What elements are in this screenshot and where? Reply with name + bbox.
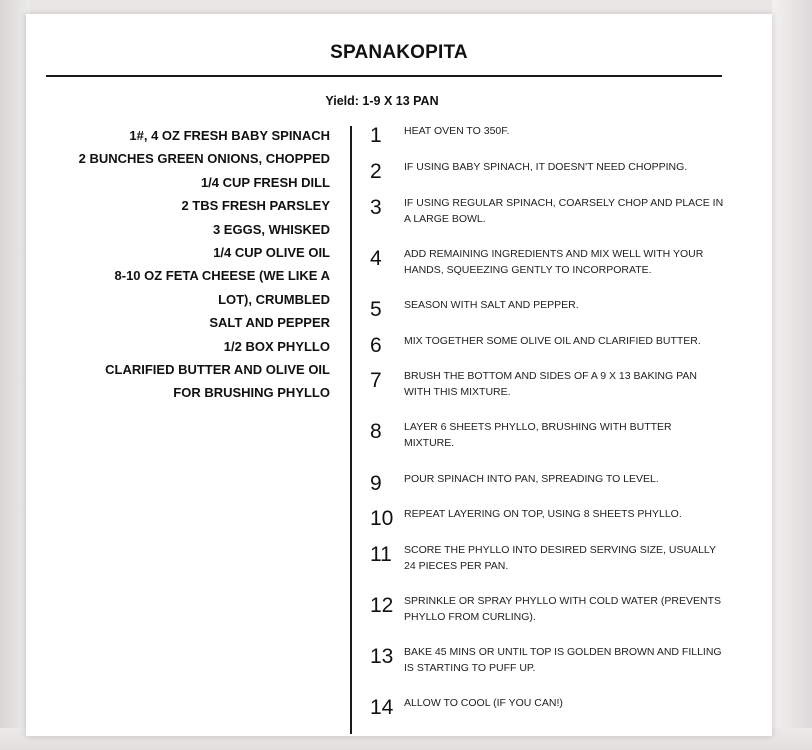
step-number: 12 <box>370 594 394 617</box>
step-text: SPRINKLE OR SPRAY PHYLLO WITH COLD WATER (PREVENTS PHYLLO FROM CURLING). <box>404 595 722 623</box>
step-text: POUR SPINACH INTO PAN, SPREADING TO LEVEL. <box>404 473 659 485</box>
ingredient-item: 1#, 4 OZ FRESH BABY SPINACH <box>129 128 330 143</box>
step-number: 14 <box>370 696 394 719</box>
ingredient-item: CLARIFIED BUTTER AND OLIVE OIL <box>105 362 330 378</box>
background-right <box>772 0 812 750</box>
recipe-title: SPANAKOPITA <box>330 42 468 63</box>
step-number: 2 <box>370 160 382 183</box>
recipe-yield: Yield: 1-9 X 13 PAN <box>325 94 439 108</box>
step-number: 8 <box>370 420 382 443</box>
ingredient-list <box>40 124 330 405</box>
step-text: LAYER 6 SHEETS PHYLLO, BRUSHING WITH BUTTER MIXTURE. <box>404 421 672 449</box>
title-divider <box>46 75 722 77</box>
step-number: 13 <box>370 645 394 668</box>
step-text: ALLOW TO COOL (IF YOU CAN!) <box>404 697 563 709</box>
step-number: 5 <box>370 298 382 321</box>
ingredient-item: 2 BUNCHES GREEN ONIONS, CHOPPED <box>78 151 330 167</box>
ingredient-item: SALT AND PEPPER <box>209 315 330 331</box>
step-number: 4 <box>370 247 382 270</box>
step-number: 6 <box>370 334 382 357</box>
step-number: 7 <box>370 369 382 392</box>
step-number: 3 <box>370 196 382 219</box>
ingredient-item: FOR BRUSHING PHYLLO <box>173 385 330 401</box>
ingredient-item: 1/4 CUP OLIVE OIL <box>213 245 330 261</box>
ingredient-item: 3 EGGS, WHISKED <box>212 221 330 237</box>
step-text: MIX TOGETHER SOME OLIVE OIL AND CLARIFIED BUTTER. <box>404 335 701 347</box>
step-number: 1 <box>370 124 382 147</box>
ingredient-item: 8-10 OZ FETA CHEESE (WE LIKE A <box>114 268 330 284</box>
step-text: BAKE 45 MINS OR UNTIL TOP IS GOLDEN BROWN AND FILLING IS STARTING TO PUFF UP. <box>404 646 722 674</box>
step-text: HEAT OVEN TO 350F. <box>404 125 510 137</box>
ingredient-item: LOT), CRUMBLED <box>218 291 330 307</box>
ingredient-item: 2 TBS FRESH PARSLEY <box>181 198 330 214</box>
step-text: IF USING BABY SPINACH, IT DOESN'T NEED CHOPPING. <box>404 161 688 173</box>
step-text: ADD REMAINING INGREDIENTS AND MIX WELL WITH YOUR HANDS, SQUEEZING GENTLY TO INCORPORATE. <box>404 248 704 276</box>
step-text: BRUSH THE BOTTOM AND SIDES OF A 9 X 13 BAKING PAN WITH THIS MIXTURE. <box>404 370 697 398</box>
step-text: SEASON WITH SALT AND PEPPER. <box>404 299 579 311</box>
column-divider <box>350 126 352 734</box>
ingredient-item: 1/2 BOX PHYLLO <box>223 338 330 354</box>
step-text: REPEAT LAYERING ON TOP, USING 8 SHEETS PHYLLO. <box>404 508 682 520</box>
recipe-card <box>26 14 772 736</box>
step-text: IF USING REGULAR SPINACH, COARSELY CHOP AND PLACE IN A LARGE BOWL. <box>404 197 724 225</box>
step-text: SCORE THE PHYLLO INTO DESIRED SERVING SIZE, USUALLY 24 PIECES PER PAN. <box>404 544 716 572</box>
step-number: 11 <box>370 543 392 566</box>
ingredient-item: 1/4 CUP FRESH DILL <box>200 174 330 190</box>
step-number: 9 <box>370 472 382 495</box>
step-number: 10 <box>370 507 394 530</box>
